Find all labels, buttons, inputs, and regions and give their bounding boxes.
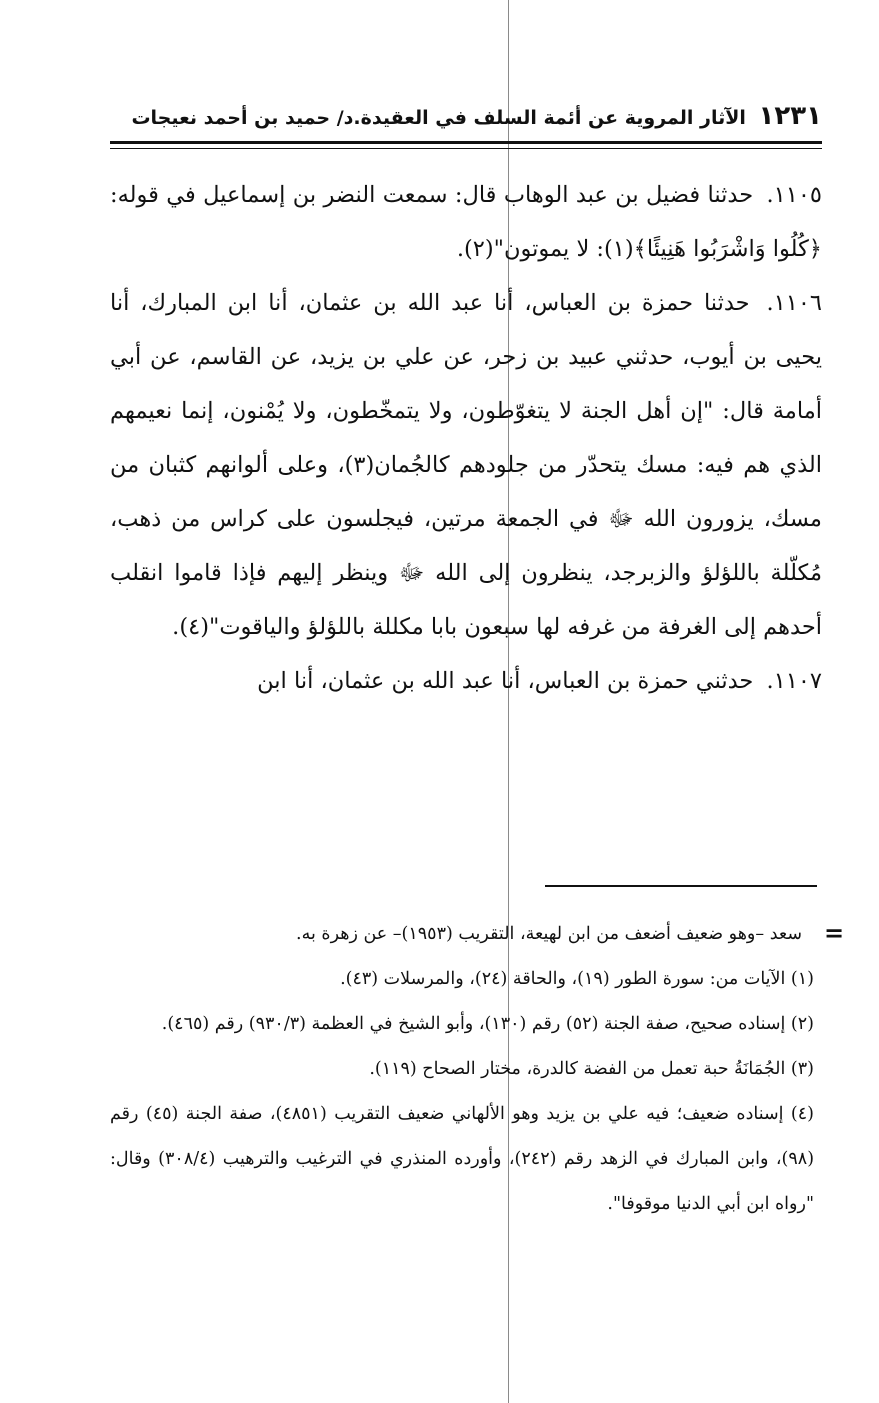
main-text	[110, 168, 822, 708]
paragraph-text: حدثنا فضيل بن عبد الوهاب قال: سمعت النضر بن إسماعيل في قوله: ﴿كُلُوا وَاشْرَبُوا هَنِيئًا﴾(١): لا يموتون"(٢).	[110, 182, 822, 262]
running-header	[110, 98, 822, 134]
paragraph-1105	[110, 168, 822, 276]
footnotes	[110, 912, 814, 1227]
paragraph-number: ١١٠٧.	[766, 668, 822, 694]
continuation-mark: =	[824, 918, 845, 947]
paragraph-1107	[110, 654, 822, 708]
footnote-1: (١) الآيات من: سورة الطور (١٩)، والحاقة (٢٤)، والمرسلات (٤٣).	[340, 969, 814, 989]
footnote-2: (٢) إسناده صحيح، صفة الجنة (٥٢) رقم (١٣٠)، وأبو الشيخ في العظمة (٩٣٠/٣) رقم (٤٦٥).	[161, 1014, 814, 1034]
running-title: الآثار المروية عن أئمة السلف في العقيدة.د/ حميد بن أحمد نعيجات	[131, 107, 746, 129]
page-number: ١٢٣١	[758, 101, 822, 131]
paragraph-text: حدثني حمزة بن العباس، أنا عبد الله بن عثمان، أنا ابن	[257, 668, 754, 694]
paragraph-text: حدثنا حمزة بن العباس، أنا عبد الله بن عثمان، أنا ابن المبارك، أنا يحيى بن أيوب، حدثني عبيد بن زحر، عن علي بن يزيد، عن القاسم، عن أبي أمامة قال: "إن أهل الجنة لا يتغوّطون، ولا يتمخّطون، ولا يُمْنون، إنما نعيمهم الذي هم فيه: مسك يتحدّر من جلودهم كالجُمان(٣)، وعلى ألوانهم كثبان من مسك، يزورون الله ﷻ في الجمعة مرتين، فيجلسون على كراس من ذهب، مُكلّلة باللؤلؤ والزبرجد، ينظرون إلى الله ﷻ وينظر إليهم فإذا قاموا انقلب أحدهم إلى الغرفة من غرفه لها سبعون بابا مكللة باللؤلؤ والياقوت"(٤).	[110, 290, 822, 640]
footnote-3: (٣) الجُمَانَةُ حبة تعمل من الفضة كالدرة، مختار الصحاح (١١٩).	[369, 1059, 814, 1079]
paragraph-number: ١١٠٥.	[766, 182, 822, 208]
header-rule-thin	[110, 148, 822, 149]
footnote-separator	[545, 885, 817, 887]
footnote-continuation: سعد –وهو ضعيف أضعف من ابن لهيعة، التقريب (١٩٥٣)– عن زهرة به.	[296, 924, 802, 944]
footnote-4: (٤) إسناده ضعيف؛ فيه علي بن يزيد وهو الألهاني ضعيف التقريب (٤٨٥١)، صفة الجنة (٤٥) رقم (٩٨)، وابن المبارك في الزهد رقم (٢٤٢)، وأورده المنذري في الترغيب والترهيب (٣٠٨/٤) وقال: "رواه ابن أبي الدنيا موقوفا".	[110, 1104, 815, 1214]
header-rule-thick	[110, 141, 822, 144]
paragraph-1106	[110, 276, 822, 654]
paragraph-number: ١١٠٦.	[766, 290, 822, 316]
